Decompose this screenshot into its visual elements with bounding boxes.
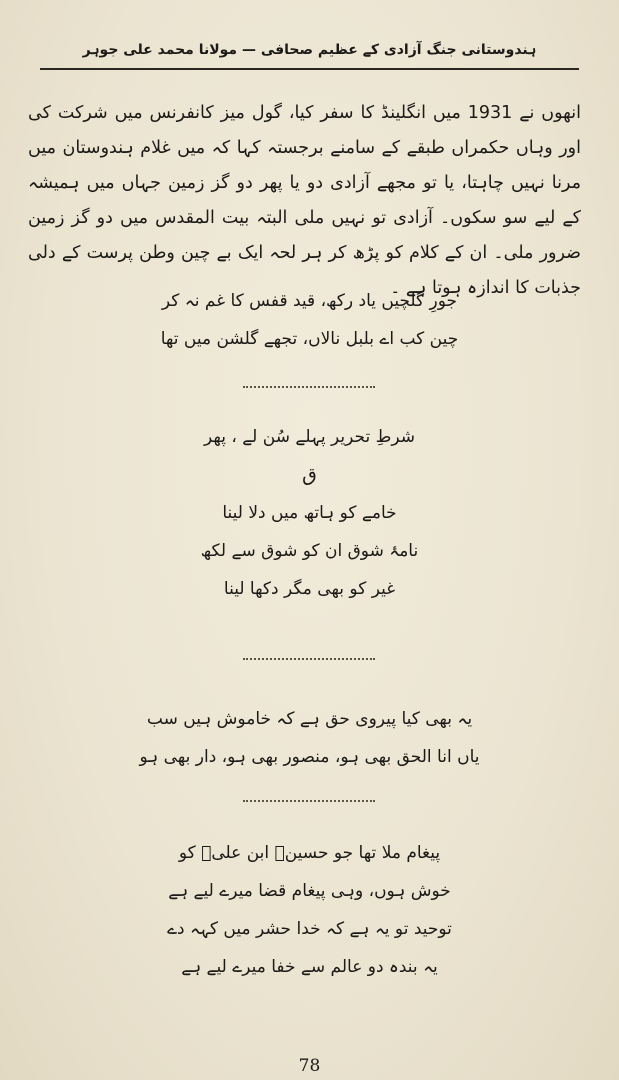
- verse-line: یہ بھی کیا پیروی حق ہے کہ خاموش ہیں سب: [146, 709, 473, 729]
- section-divider: [243, 658, 375, 660]
- verse-line: شرطِ تحریر پہلے سُن لے ، پھر: [203, 427, 415, 447]
- verse-line: جورِ گلچیں یاد رکھ، قید قفس کا غم نہ کر: [161, 291, 458, 311]
- running-header: ہندوستانی جنگ آزادی کے عظیم صحافی — مولانا محمد علی جوہر: [82, 42, 537, 58]
- header-rule: [40, 68, 579, 70]
- verse-block-4: [0, 834, 619, 986]
- paragraph-text: انھوں نے 1931 میں انگلینڈ کا سفر کیا، گول میز کانفرنس میں شرکت کی اور وہاں حکمراں طبقے کے سامنے برجستہ کہا کہ میں غلام ہندوستان میں مرنا نہیں چاہتا، یا تو مجھے آزادی دو یا پھر دو گز زمین جہاں میں ہمیشہ کے لیے سو سکوں۔ آزادی تو نہیں ملی البتہ بیت المقدس میں دو گز زمین ضرور ملی۔ ان کے کلام کو پڑھ کر ہر لحہ ایک بے چین وطن پرست کے دلی جذبات کا اندازہ ہوتا ہے ۔: [28, 103, 581, 298]
- verse-line: پیغام ملا تھا جو حسینؑ ابن علیؑ کو: [178, 843, 441, 863]
- verse-block-1: [0, 282, 619, 358]
- verse-line: غیر کو بھی مگر دکھا لینا: [223, 579, 396, 599]
- section-divider: [243, 800, 375, 802]
- verse-line: یاں انا الحق بھی ہو، منصور بھی ہو، دار بھی ہو: [139, 747, 480, 767]
- section-divider: [243, 386, 375, 388]
- verse-line: خامے کو ہاتھ میں دلا لینا: [222, 503, 397, 523]
- verse-marker: ق: [302, 464, 317, 486]
- verse-line: چین کب اے بلبل نالاں، تجھے گلشن میں تھا: [160, 329, 459, 349]
- verse-block-2: [0, 418, 619, 608]
- verse-line: توحید تو یہ ہے کہ خدا حشر میں کہہ دے: [167, 919, 452, 939]
- verse-line: یہ بندہ دو عالم سے خفا میرے لیے ہے: [181, 957, 438, 977]
- verse-line: خوش ہوں، وہی پیغام قضا میرے لیے ہے: [168, 881, 451, 901]
- prose-paragraph: [28, 96, 581, 306]
- verse-block-3: [0, 700, 619, 776]
- verse-line: نامۂ شوق ان کو شوق سے لکھ: [200, 541, 419, 561]
- page-number: 78: [298, 1056, 321, 1076]
